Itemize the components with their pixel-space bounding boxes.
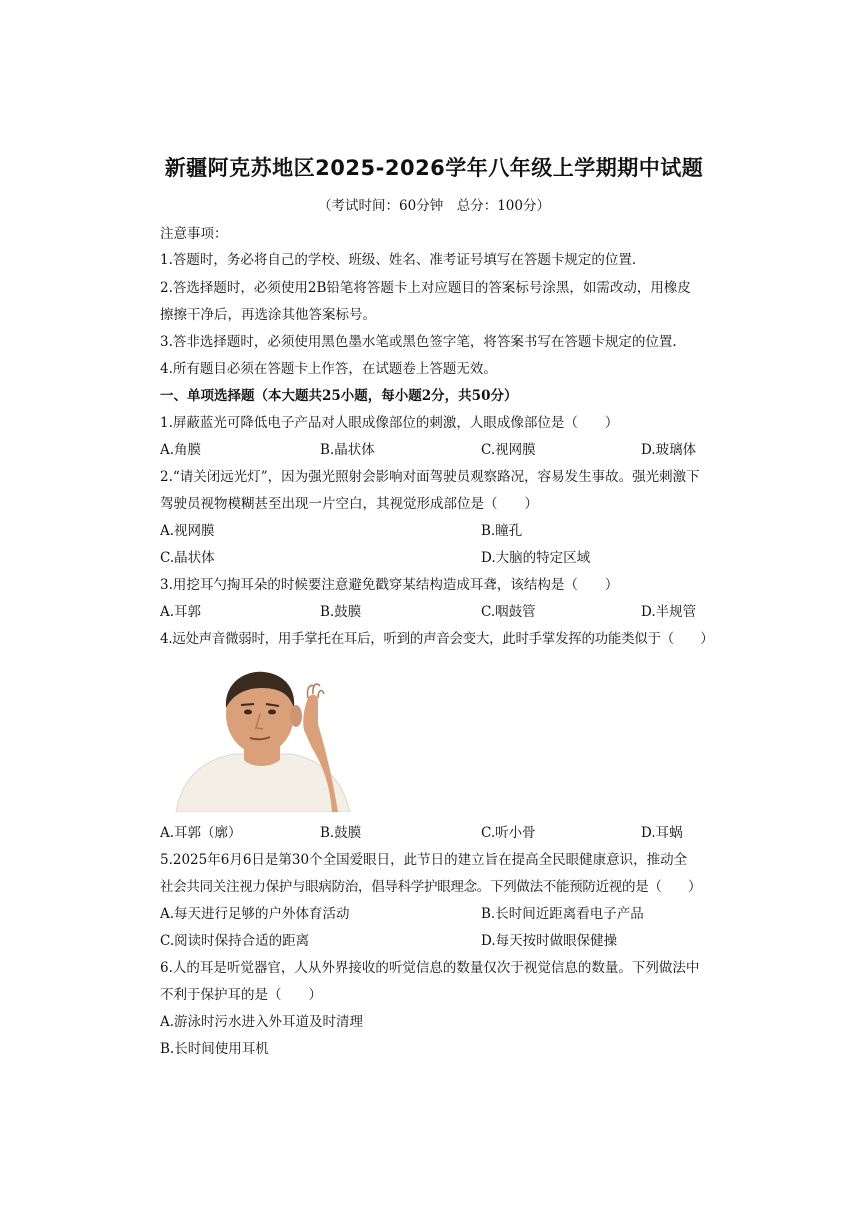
option-a: A.耳郭 [160,604,202,620]
option-b: B.瞳孔 [481,523,523,539]
option-d: D.玻璃体 [641,442,697,458]
notice-item: 3.答非选择题时，必须使用黑色墨水笔或黑色签字笔，将答案书写在答题卡规定的位置. [160,334,677,350]
option-a: A.角膜 [160,442,202,458]
question-stem: 社会共同关注视力保护与眼病防治，倡导科学护眼理念。下列做法不能预防近视的是（ ） [160,879,702,895]
section-heading: 一、单项选择题（本大题共25小题，每小题2分，共50分） [160,388,518,404]
option-b: B.鼓膜 [320,825,362,841]
question-stem: 4.远处声音微弱时，用手掌托在耳后，听到的声音会变大，此时手掌发挥的功能类似于（ ） [160,631,714,647]
notice-item: 擦擦干净后，再选涂其他答案标号。 [160,307,376,323]
question-stem: 1.屏蔽蓝光可降低电子产品对人眼成像部位的刺激，人眼成像部位是（ ） [160,415,619,431]
option-d: D.半规管 [641,604,697,620]
option-c: C.听小骨 [481,825,536,841]
notice-item: 1.答题时，务必将自己的学校、班级、姓名、准考证号填写在答题卡规定的位置. [160,252,637,268]
option-b: B.鼓膜 [320,604,362,620]
option-d: D.每天按时做眼保健操 [481,933,618,949]
exam-title: 新疆阿克苏地区2025-2026学年八年级上学期期中试题 [164,156,704,180]
option-d: D.耳蜗 [641,825,683,841]
question-stem: 2.“请关闭远光灯”，因为强光照射会影响对面驾驶员观察路况，容易发生事故。强光刺激下 [160,469,700,485]
notice-item: 4.所有题目必须在答题卡上作答，在试题卷上答题无效。 [160,361,497,377]
option-c: C.晶状体 [160,550,215,566]
option-a: A.视网膜 [160,523,215,539]
exam-subtitle: （考试时间：60分钟 总分：100分） [318,198,550,214]
option-d: D.大脑的特定区域 [481,550,591,566]
question-stem: 3.用挖耳勺掏耳朵的时候要注意避免戳穿某结构造成耳聋，该结构是（ ） [160,577,619,593]
option-c: C.阅读时保持合适的距离 [160,933,310,949]
option-a: A.游泳时污水进入外耳道及时清理 [160,1014,364,1030]
option-c: C.咽鼓管 [481,604,536,620]
option-a: A.每天进行足够的户外体育活动 [160,906,350,922]
question-stem: 驾驶员视物模糊甚至出现一片空白，其视觉形成部位是（ ） [160,496,538,512]
option-b: B.晶状体 [320,442,375,458]
option-a: A.耳郭（廓） [160,825,242,841]
notice-item: 2.答选择题时，必须使用2B铅笔将答题卡上对应题目的答案标号涂黑，如需改动，用橡皮 [160,280,691,296]
option-b: B.长时间近距离看电子产品 [481,906,644,922]
notice-heading: 注意事项： [160,226,228,242]
question-stem: 不利于保护耳的是（ ） [160,987,322,1003]
option-b: B.长时间使用耳机 [160,1041,269,1057]
option-c: C.视网膜 [481,442,536,458]
question-stem: 5.2025年6月6日是第30个全国爱眼日，此节日的建立旨在提高全民眼健康意识，推动全 [160,852,688,868]
question-stem: 6.人的耳是听觉器官，人从外界接收的听觉信息的数量仅次于视觉信息的数量。下列做法中 [160,960,700,976]
man-listening-figure [172,668,358,812]
